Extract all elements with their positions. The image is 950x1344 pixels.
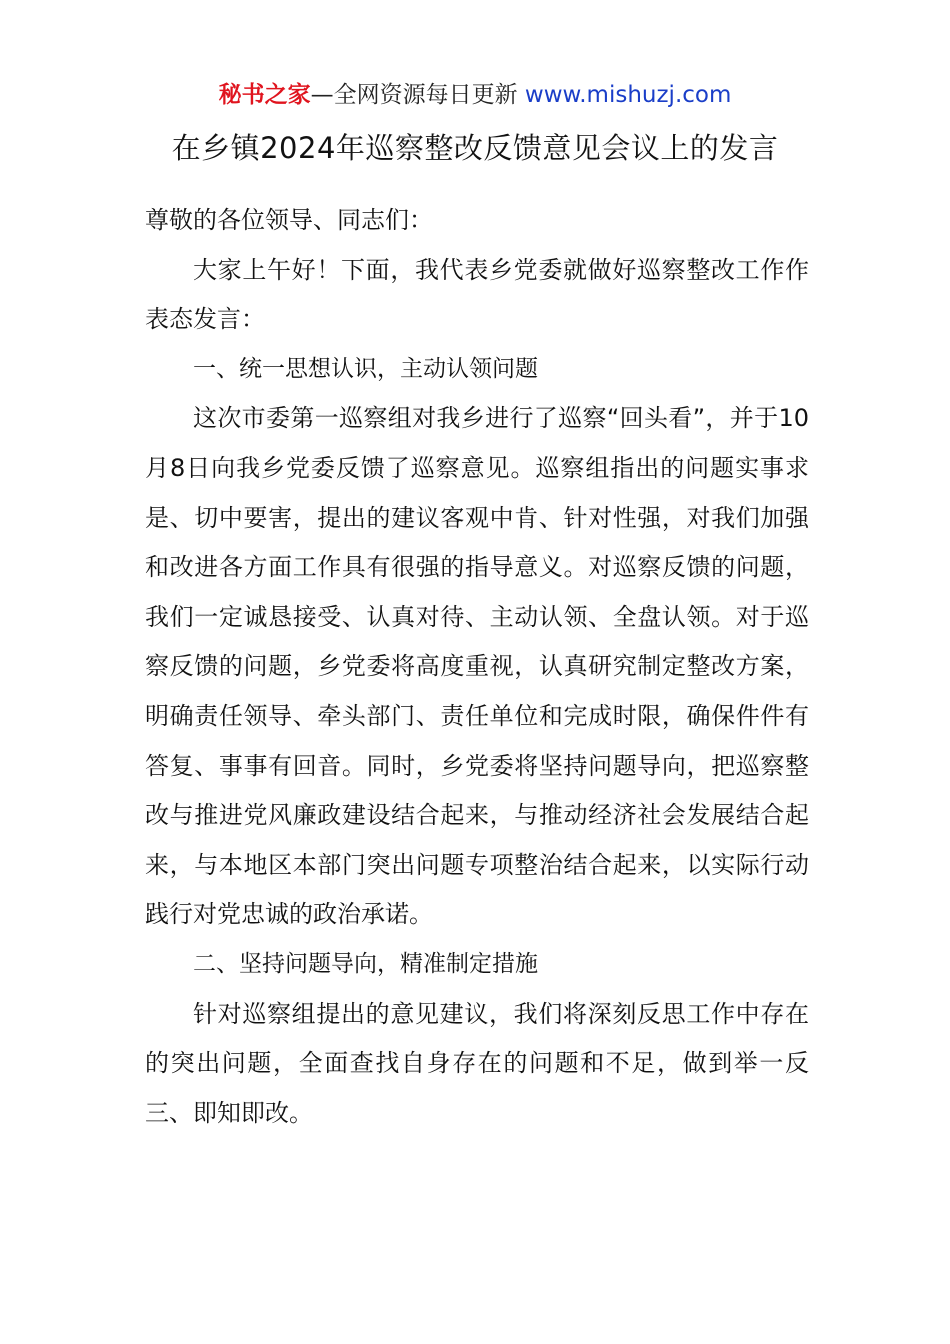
section-heading-2: 二、坚持问题导向，精准制定措施 [193,950,538,977]
banner-tagline: —全网资源每日更新 [310,82,525,108]
banner-url[interactable]: www.mishuzj.com [524,82,732,108]
document-body [145,196,809,1138]
opening-paragraph: 大家上午好！下面，我代表乡党委就做好巡察整改工作作表态发言： [145,255,809,334]
section-heading-1: 一、统一思想认识，主动认领问题 [193,355,538,382]
banner-brand: 秘书之家 [218,82,311,108]
section-paragraph-2: 针对巡察组提出的意见建议，我们将深刻反思工作中存在的突出问题，全面查找自身存在的问题和不足，做到举一反三、即知即改。 [145,999,809,1127]
salutation: 尊敬的各位领导、同志们： [145,206,433,234]
section-paragraph-1: 这次市委第一巡察组对我乡进行了巡察“回头看”，并于10月8日向我乡党委反馈了巡察意见。巡察组指出的问题实事求是、切中要害，提出的建议客观中肯、针对性强，对我们加强和改进各方面工作具有很强的指导意义。对巡察反馈的问题，我们一定诚恳接受、认真对待、主动认领、全盘认领。对于巡察反馈的问题，乡党委将高度重视，认真研究制定整改方案，明确责任领导、牵头部门、责任单位和完成时限，确保件件有答复、事事有回音。同时，乡党委将坚持问题导向，把巡察整改与推进党风廉政建设结合起来，与推动经济社会发展结合起来，与本地区本部门突出问题专项整治结合起来，以实际行动践行对党忠诚的政治承诺。 [145,404,809,929]
site-banner [0,80,950,110]
document-title: 在乡镇2024年巡察整改反馈意见会议上的发言 [171,131,779,165]
